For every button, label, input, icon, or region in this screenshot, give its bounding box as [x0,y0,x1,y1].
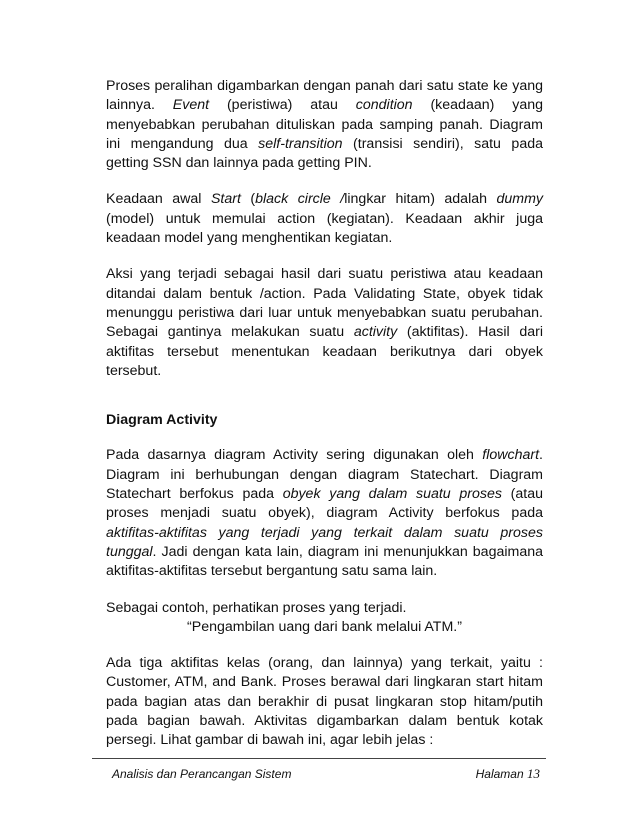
paragraph-activity-classes: Ada tiga aktifitas kelas (orang, dan lainnya) yang terkait, yaitu : Customer, ATM, and Bank. Proses berawal dari lingkaran start hitam pada bagian atas dan berakhir di pusat lingkaran stop hitam/putih pada bagian bawah. Aktivitas digambarkan dalam bentuk kotak persegi. Lihat gambar di bawah ini, agar lebih jelas : [106,655,543,749]
footer-title: Analisis dan Perancangan Sistem [112,767,292,781]
paragraph-state-transition: Proses peralihan digambarkan dengan panah dari satu state ke yang lainnya. Event (peristiwa) atau condition (keadaan) yang menyebabkan perubahan dituliskan pada samping panah. Diagram ini mengandung dua self-transition (transisi sendiri), satu pada getting SSN dan lainnya pada getting PIN. [106,78,543,172]
italic-term: dummy [496,191,543,208]
italic-term: black circle / [255,191,345,208]
italic-term: obyek yang dalam suatu proses [282,486,502,503]
italic-term: Event [172,97,210,114]
paragraph-example: Sebagai contoh, perhatikan proses yang terjadi. [106,599,407,616]
paragraph-action: Aksi yang terjadi sebagai hasil dari suatu peristiwa atau keadaan ditandai dalam bentuk /action. Pada Validating State, obyek tidak menunggu peristiwa dari luar untuk menyebabkan suatu perubahan. Sebagai gantinya melakukan suatu activity (aktifitas). Hasil dari aktifitas tersebut menentukan keadaan berikutnya dari obyek tersebut. [106,266,543,379]
footer-page-number: 13 [527,766,540,781]
document-body [106,77,543,768]
italic-term: flowchart [482,447,540,464]
italic-term: condition [355,97,413,114]
footer-page-label: Halaman [475,767,524,781]
italic-term: self-transition [258,135,343,152]
example-quote: “Pengambilan uang dari bank melalui ATM.” [187,618,462,635]
italic-term: Start [210,191,241,208]
paragraph-activity-intro: Pada dasarnya diagram Activity sering digunakan oleh flowchart. Diagram ini berhubungan dengan diagram Statechart. Diagram Statechart berfokus pada obyek yang dalam suatu proses (atau proses menjadi suatu obyek), diagram Activity berfokus pada aktifitas-aktifitas yang terjadi yang terkait dalam suatu proses tunggal. Jadi dengan kata lain, diagram ini menunjukkan bagaimana aktifitas-aktifitas tersebut bergantung satu sama lain. [106,447,543,580]
footer-page [476,766,540,782]
italic-term: activity [353,324,398,341]
paragraph-start-state: Keadaan awal Start (black circle /lingkar hitam) adalah dummy (model) untuk memulai action (kegiatan). Keadaan akhir juga keadaan model yang menghentikan kegiatan. [106,191,543,247]
footer-divider [92,758,546,759]
italic-term: aktifitas-aktifitas yang terjadi yang terkait dalam suatu proses tunggal [106,524,543,560]
section-heading-diagram-activity: Diagram Activity [106,412,218,429]
